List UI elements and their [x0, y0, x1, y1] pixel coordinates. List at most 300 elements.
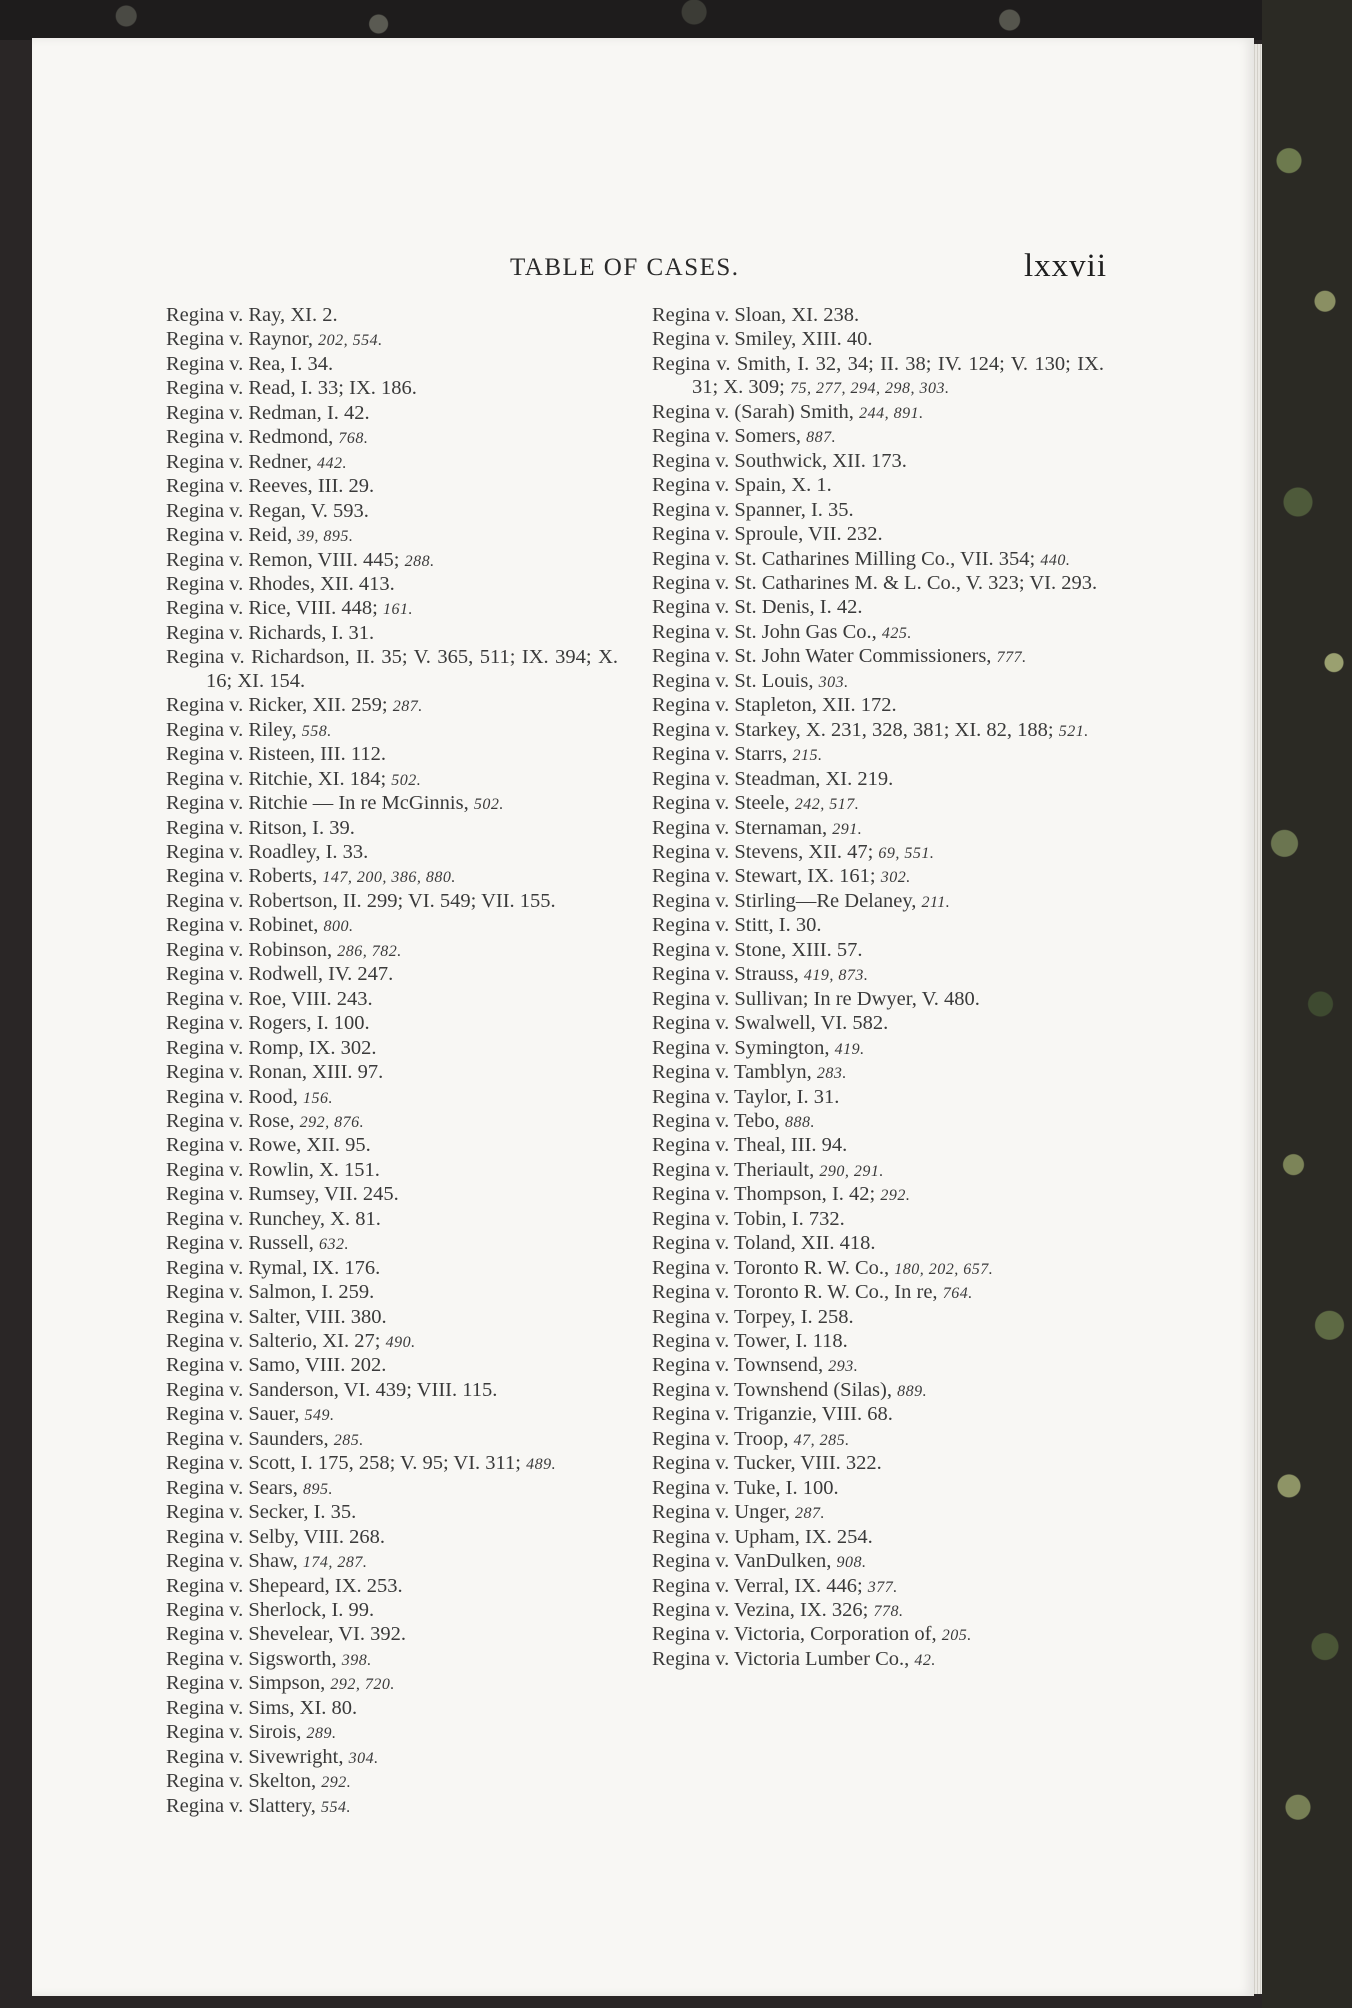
case-name: Regina v. Stapleton,	[652, 694, 817, 717]
case-entry	[166, 1526, 618, 1550]
case-entry	[166, 1599, 618, 1623]
case-name: Regina v. Strauss,	[652, 963, 799, 986]
case-name: Regina v. Victoria, Corporation of,	[652, 1623, 937, 1646]
case-name: Regina v. Rea,	[166, 352, 286, 375]
marbled-right-edge	[1262, 0, 1352, 2008]
case-pages: 549.	[304, 1407, 335, 1425]
case-references: VII. 354;	[955, 547, 1041, 570]
case-references: XI. 184;	[312, 767, 392, 790]
case-name: Regina v. Swalwell,	[652, 1012, 816, 1035]
case-entry	[652, 1086, 1104, 1110]
case-entry	[652, 890, 1104, 914]
case-entry	[652, 1623, 1104, 1647]
case-entry	[652, 572, 1104, 596]
case-name: Regina v. Sims,	[166, 1696, 295, 1719]
case-name: Regina v. Theal,	[652, 1134, 786, 1157]
case-name: Regina v. Richards,	[166, 621, 327, 644]
case-references: I. 732.	[786, 1207, 845, 1230]
case-name: Regina v. Torpey,	[652, 1305, 796, 1328]
marbled-top-edge	[0, 0, 1262, 40]
case-name: Regina v. Troop,	[652, 1427, 789, 1450]
case-references: XII. 259;	[307, 694, 393, 717]
case-entry	[166, 1403, 618, 1427]
left-column	[166, 304, 618, 1819]
case-references: VI. 582.	[815, 1012, 889, 1035]
case-pages: 286, 782.	[337, 942, 402, 960]
case-name: Regina v. Sauer,	[166, 1403, 300, 1426]
case-name: Regina v. Secker,	[166, 1501, 309, 1524]
case-entry	[652, 548, 1104, 572]
case-entry	[652, 401, 1104, 425]
case-entry	[652, 1257, 1104, 1281]
case-entry	[166, 1037, 618, 1061]
case-entry	[166, 475, 618, 499]
case-references: XI. 27;	[317, 1330, 386, 1353]
book-page	[32, 38, 1254, 1996]
case-entry	[652, 719, 1104, 743]
case-references: VIII. 380.	[300, 1305, 387, 1328]
case-entry	[166, 743, 618, 767]
case-entry	[652, 963, 1104, 987]
case-entry	[652, 1599, 1104, 1623]
case-pages: 180, 202, 657.	[894, 1260, 994, 1278]
case-name: Regina v. Southwick,	[652, 449, 828, 472]
case-entry	[652, 304, 1104, 328]
case-name: Regina v. Sanderson,	[166, 1378, 339, 1401]
case-references: V. 593.	[305, 499, 369, 522]
case-name: Regina v. Tower,	[652, 1330, 791, 1353]
case-name: Regina v. Romp,	[166, 1036, 304, 1059]
case-references: I. 33.	[320, 840, 369, 863]
case-name: Regina v. Thompson,	[652, 1183, 827, 1206]
case-name: Regina v. Remon,	[166, 548, 313, 571]
case-name: Regina v. Salter,	[166, 1305, 301, 1328]
case-references: VI. 439; VIII. 115.	[338, 1378, 498, 1401]
case-references: X. 1.	[786, 474, 832, 497]
case-pages: 42.	[914, 1651, 936, 1669]
case-pages: 889.	[897, 1382, 928, 1400]
case-entry	[166, 549, 618, 573]
case-name: Regina v. Runchey,	[166, 1207, 326, 1230]
case-pages: 289.	[306, 1725, 337, 1743]
case-entry	[166, 402, 618, 426]
case-name: Regina v. Sproule,	[652, 523, 804, 546]
case-references: XII. 413.	[315, 572, 395, 595]
case-references: I. 175, 258; V. 95; VI. 311;	[295, 1452, 527, 1475]
case-references: VIII. 268.	[298, 1525, 386, 1548]
case-entry	[166, 1550, 618, 1574]
case-entry	[166, 1575, 618, 1599]
case-references: I. 42.	[814, 596, 863, 619]
case-name: Regina v. Toronto R. W. Co.,	[652, 1256, 890, 1279]
case-references: I. 33; IX. 186.	[295, 377, 417, 400]
case-pages: 47, 285.	[793, 1431, 850, 1449]
case-references: VI. 392.	[333, 1623, 406, 1646]
case-references: I. 99.	[326, 1599, 375, 1622]
case-entry	[166, 1379, 618, 1403]
case-name: Regina v. Smiley,	[652, 328, 797, 351]
case-name: Regina v. Samo,	[166, 1354, 301, 1377]
case-references: II. 35; V. 365, 511; IX. 394; X. 16; XI. 154.	[206, 646, 618, 692]
case-entry	[166, 1012, 618, 1036]
case-entry	[166, 304, 618, 328]
case-pages: 287.	[795, 1505, 826, 1523]
case-pages: 778.	[873, 1603, 904, 1621]
case-entry	[652, 841, 1104, 865]
case-entry	[652, 523, 1104, 547]
case-name: Regina v. Stewart,	[652, 865, 803, 888]
case-name: Regina v. Redman,	[166, 401, 322, 424]
case-entry	[652, 1403, 1104, 1427]
case-references: X. 231, 328, 381; XI. 82, 188;	[800, 718, 1059, 741]
case-name: Regina v. Steadman,	[652, 767, 821, 790]
case-name: Regina v. Tamblyn,	[652, 1061, 812, 1084]
case-entry	[166, 817, 618, 841]
case-name: Regina v. Rumsey,	[166, 1183, 320, 1206]
case-references: V. 323; VI. 293.	[961, 571, 1098, 594]
case-name: Regina v. VanDulken,	[652, 1550, 832, 1573]
case-entry	[166, 1134, 618, 1158]
case-pages: 215.	[792, 747, 823, 765]
case-name: Regina v. Starrs,	[652, 743, 788, 766]
case-entry	[652, 1037, 1104, 1061]
case-pages: 39, 895.	[297, 528, 354, 546]
case-pages: 174, 287.	[302, 1554, 368, 1572]
case-entry	[652, 743, 1104, 767]
case-name: Regina v. Symington,	[652, 1036, 830, 1059]
case-entry	[166, 1501, 618, 1525]
case-pages: 211.	[921, 893, 951, 911]
case-references: IX. 161;	[802, 865, 881, 888]
case-pages: 242, 517.	[794, 796, 860, 814]
case-name: Regina v. Ricker,	[166, 694, 308, 717]
case-entry	[166, 1306, 618, 1330]
case-references: XII. 95.	[301, 1134, 371, 1157]
case-entry	[652, 1134, 1104, 1158]
case-entry	[166, 914, 618, 938]
case-references: VIII. 445;	[312, 548, 405, 571]
case-references: III. 94.	[785, 1134, 848, 1157]
case-entry	[652, 865, 1104, 889]
case-entry	[652, 1208, 1104, 1232]
case-pages: 292.	[880, 1187, 911, 1205]
case-references: VII. 232.	[803, 523, 883, 546]
case-references: I. 39.	[307, 816, 355, 839]
case-name: Regina v. Regan,	[166, 499, 306, 522]
case-pages: 202, 554.	[318, 332, 383, 350]
case-entry	[166, 694, 618, 718]
case-name: Regina v. St. John Water Commissioners,	[652, 645, 992, 668]
case-name: Regina v. St. Louis,	[652, 669, 814, 692]
case-references: IX. 253.	[329, 1574, 403, 1597]
case-name: Regina v. Rice,	[166, 597, 292, 620]
case-entry	[652, 1501, 1104, 1525]
case-references: I. 42.	[321, 401, 370, 424]
case-pages: 521.	[1058, 722, 1089, 740]
page-number: lxxvii	[1024, 248, 1108, 284]
case-name: Regina v. Townsend,	[652, 1354, 824, 1377]
case-name: Regina v. Robinet,	[166, 914, 319, 937]
case-name: Regina v. Slattery,	[166, 1794, 316, 1817]
case-references: I. 259.	[316, 1281, 375, 1304]
case-name: Regina v. Rose,	[166, 1109, 295, 1132]
case-entry	[652, 1379, 1104, 1403]
case-pages: 632.	[318, 1236, 349, 1254]
case-references: XI. 2.	[285, 304, 338, 326]
case-pages: 419, 873.	[803, 967, 869, 985]
case-entry	[652, 1648, 1104, 1672]
case-pages: 764.	[942, 1285, 973, 1303]
case-pages: 302.	[880, 869, 911, 887]
case-entry	[166, 939, 618, 963]
case-name: Regina v. Robinson,	[166, 938, 333, 961]
case-references: I. 100.	[311, 1012, 370, 1035]
case-entry	[166, 426, 618, 450]
case-name: Regina v. Roe,	[166, 987, 287, 1010]
case-references: IX. 254.	[799, 1525, 873, 1548]
case-entry	[166, 1086, 618, 1110]
case-name: Regina v. Sirois,	[166, 1721, 302, 1744]
case-references: XI. 80.	[294, 1696, 358, 1719]
case-references: I. 31.	[326, 621, 375, 644]
case-pages: 377.	[867, 1578, 898, 1596]
case-entry	[166, 622, 618, 646]
case-references: VIII. 68.	[816, 1403, 893, 1426]
case-pages: 425.	[881, 624, 912, 642]
case-references: IV. 247.	[322, 963, 394, 986]
case-entry	[166, 1257, 618, 1281]
case-name: Regina v. Unger,	[652, 1501, 790, 1524]
case-name: Regina v. Riley,	[166, 718, 297, 741]
case-references: IX. 446;	[789, 1574, 868, 1597]
case-entry	[652, 1232, 1104, 1256]
case-pages: 69, 551.	[878, 844, 935, 862]
case-name: Regina v. Rhodes,	[166, 572, 315, 595]
case-name: Regina v. Steele,	[652, 792, 790, 815]
case-pages: 205.	[941, 1627, 972, 1645]
case-entry	[652, 1477, 1104, 1501]
case-name: Regina v. Rogers,	[166, 1012, 312, 1035]
case-entry	[166, 377, 618, 401]
case-name: Regina v. Stone,	[652, 938, 787, 961]
case-name: Regina v. Rodwell,	[166, 963, 323, 986]
case-name: Regina v. Sivewright,	[166, 1745, 344, 1768]
case-references: I. 42;	[826, 1183, 881, 1206]
case-name: Regina v. Salterio,	[166, 1330, 318, 1353]
case-name: Regina v. Verral,	[652, 1574, 790, 1597]
case-references: VIII. 243.	[286, 987, 373, 1010]
case-name: Regina v. Redmond,	[166, 426, 334, 449]
case-name: Regina v. Sigsworth,	[166, 1647, 337, 1670]
case-name: Regina v. Toronto R. W. Co., In re,	[652, 1281, 938, 1304]
case-entry	[652, 353, 1104, 401]
case-pages: 895.	[303, 1480, 334, 1498]
case-entry	[166, 1061, 618, 1085]
case-entry	[166, 1697, 618, 1721]
case-name: Regina v. Taylor,	[652, 1085, 792, 1108]
case-name: Regina v. Shevelear,	[166, 1623, 334, 1646]
case-name: Regina v. St. Catharines Milling Co.,	[652, 547, 956, 570]
case-entry	[166, 1770, 618, 1794]
case-pages: 303.	[818, 673, 849, 691]
case-name: Regina v. St. John Gas Co.,	[652, 620, 877, 643]
case-name: Regina v. Smith,	[652, 352, 791, 375]
case-name: Regina v. Redner,	[166, 450, 312, 473]
case-entry	[166, 865, 618, 889]
case-references: VIII. 202.	[300, 1354, 387, 1377]
case-name: Regina v. Shepeard,	[166, 1574, 330, 1597]
case-name: Regina v. Rood,	[166, 1085, 298, 1108]
case-pages: 908.	[836, 1554, 867, 1572]
case-name: Regina v. Upham,	[652, 1525, 800, 1548]
case-entry	[652, 645, 1104, 669]
case-entry	[166, 1623, 618, 1647]
case-entry	[652, 817, 1104, 841]
case-name: Regina v. Ritchie,	[166, 767, 313, 790]
case-references: XIII. 40.	[796, 328, 873, 351]
case-name: Regina v. Rowlin,	[166, 1158, 314, 1181]
case-references: VIII. 448;	[291, 597, 383, 620]
case-pages: 293.	[828, 1358, 859, 1376]
case-name: Regina v. Vezina,	[652, 1599, 795, 1622]
case-name: Regina v. Toland,	[652, 1232, 796, 1255]
case-pages: 292, 876.	[299, 1113, 365, 1131]
case-references: I. 34.	[285, 352, 334, 375]
case-pages: 419.	[834, 1040, 865, 1058]
case-pages: 287.	[392, 698, 423, 716]
case-name: Regina v. Stevens,	[652, 840, 804, 863]
case-references: XII. 173.	[827, 449, 907, 472]
case-name: Regina v. Ray,	[166, 304, 286, 326]
case-name: Regina v. (Sarah) Smith,	[652, 400, 854, 423]
case-name: Regina v. Theriault,	[652, 1158, 815, 1181]
case-entry	[166, 1354, 618, 1378]
case-references: VII. 245.	[319, 1183, 399, 1206]
case-entry	[652, 1550, 1104, 1574]
case-entry	[652, 1306, 1104, 1330]
case-pages: 442.	[317, 454, 347, 472]
case-entry	[652, 914, 1104, 938]
case-pages: 304.	[348, 1749, 379, 1767]
case-name: Regina v. Raynor,	[166, 328, 314, 351]
case-pages: 440.	[1040, 551, 1071, 569]
case-entry	[652, 328, 1104, 352]
case-name: Regina v. Tucker,	[652, 1452, 796, 1475]
case-references: I. 35.	[308, 1501, 357, 1524]
case-name: Regina v. Saunders,	[166, 1427, 329, 1450]
case-entry	[166, 1795, 618, 1819]
case-pages: 292.	[321, 1774, 352, 1792]
case-references: I. 258.	[795, 1305, 854, 1328]
running-head-title: TABLE OF CASES.	[510, 254, 740, 281]
case-entry	[166, 1110, 618, 1134]
case-name: Regina v. St. Catharines M. & L. Co.,	[652, 571, 961, 594]
case-entry	[166, 1183, 618, 1207]
case-entry	[652, 1183, 1104, 1207]
case-name: Regina v. Ronan,	[166, 1061, 308, 1084]
case-entry	[166, 451, 618, 475]
case-name: Regina v. Somers,	[652, 425, 801, 448]
case-name: Regina v. Sullivan; In re Dwyer,	[652, 987, 917, 1010]
case-name: Regina v. Rymal,	[166, 1256, 308, 1279]
case-references: XII. 47;	[803, 840, 879, 863]
case-pages: 288.	[404, 552, 435, 570]
case-entry	[166, 1452, 618, 1476]
case-entry	[166, 353, 618, 377]
case-references: I. 100.	[780, 1476, 839, 1499]
case-name: Regina v. Robertson,	[166, 889, 338, 912]
case-entry	[166, 719, 618, 743]
case-references: I. 35.	[805, 498, 854, 521]
case-pages: 398.	[341, 1651, 372, 1669]
case-references: I. 32, 34; II. 38; IV. 124; V. 130; IX. 31; X. 309;	[692, 352, 1104, 399]
case-pages: 502.	[473, 796, 504, 814]
case-name: Regina v. Triganzie,	[652, 1403, 817, 1426]
case-name: Regina v. Stirling—Re Delaney,	[652, 889, 917, 912]
case-name: Regina v. Sternaman,	[652, 816, 828, 839]
case-references: X. 81.	[325, 1207, 381, 1230]
case-pages: 285.	[333, 1431, 364, 1449]
case-name: Regina v. Scott,	[166, 1452, 296, 1475]
case-pages: 291.	[832, 820, 863, 838]
case-entry	[166, 963, 618, 987]
case-entry	[652, 1061, 1104, 1085]
case-entry	[652, 792, 1104, 816]
case-entry	[166, 646, 618, 694]
case-entry	[652, 694, 1104, 718]
case-entry	[166, 988, 618, 1012]
case-name: Regina v. Ritson,	[166, 816, 308, 839]
case-entry	[166, 500, 618, 524]
case-entry	[652, 474, 1104, 498]
case-name: Regina v. Tobin,	[652, 1207, 787, 1230]
case-entry	[166, 1159, 618, 1183]
case-pages: 75, 277, 294, 298, 303.	[789, 380, 950, 398]
case-entry	[166, 1330, 618, 1354]
case-entry	[652, 988, 1104, 1012]
case-entry	[166, 792, 618, 816]
case-pages: 888.	[784, 1113, 815, 1131]
case-name: Regina v. Russell,	[166, 1232, 314, 1255]
case-references: I. 31.	[791, 1085, 840, 1108]
case-references: II. 299; VI. 549; VII. 155.	[337, 889, 556, 912]
case-name: Regina v. St. Denis,	[652, 596, 815, 619]
case-entry	[166, 1232, 618, 1256]
case-entry	[166, 768, 618, 792]
case-name: Regina v. Tebo,	[652, 1109, 780, 1132]
case-entry	[652, 1428, 1104, 1452]
case-entry	[652, 499, 1104, 523]
case-pages: 558.	[301, 722, 332, 740]
case-pages: 768.	[338, 430, 369, 448]
case-name: Regina v. Tuke,	[652, 1476, 781, 1499]
case-references: IX. 176.	[307, 1256, 381, 1279]
case-name: Regina v. Reid,	[166, 524, 293, 547]
case-entry	[652, 425, 1104, 449]
case-entry	[652, 1281, 1104, 1305]
case-name: Regina v. Starkey,	[652, 718, 801, 741]
case-references: III. 29.	[312, 475, 375, 498]
case-entry	[652, 1330, 1104, 1354]
case-entry	[166, 597, 618, 621]
case-references: XIII. 57.	[786, 938, 863, 961]
case-entry	[166, 890, 618, 914]
case-name: Regina v. Reeves,	[166, 475, 313, 498]
case-pages: 554.	[321, 1798, 352, 1816]
case-references: IX. 302.	[303, 1036, 377, 1059]
case-references: I. 30.	[773, 914, 822, 937]
case-name: Regina v. Richardson,	[166, 646, 350, 669]
